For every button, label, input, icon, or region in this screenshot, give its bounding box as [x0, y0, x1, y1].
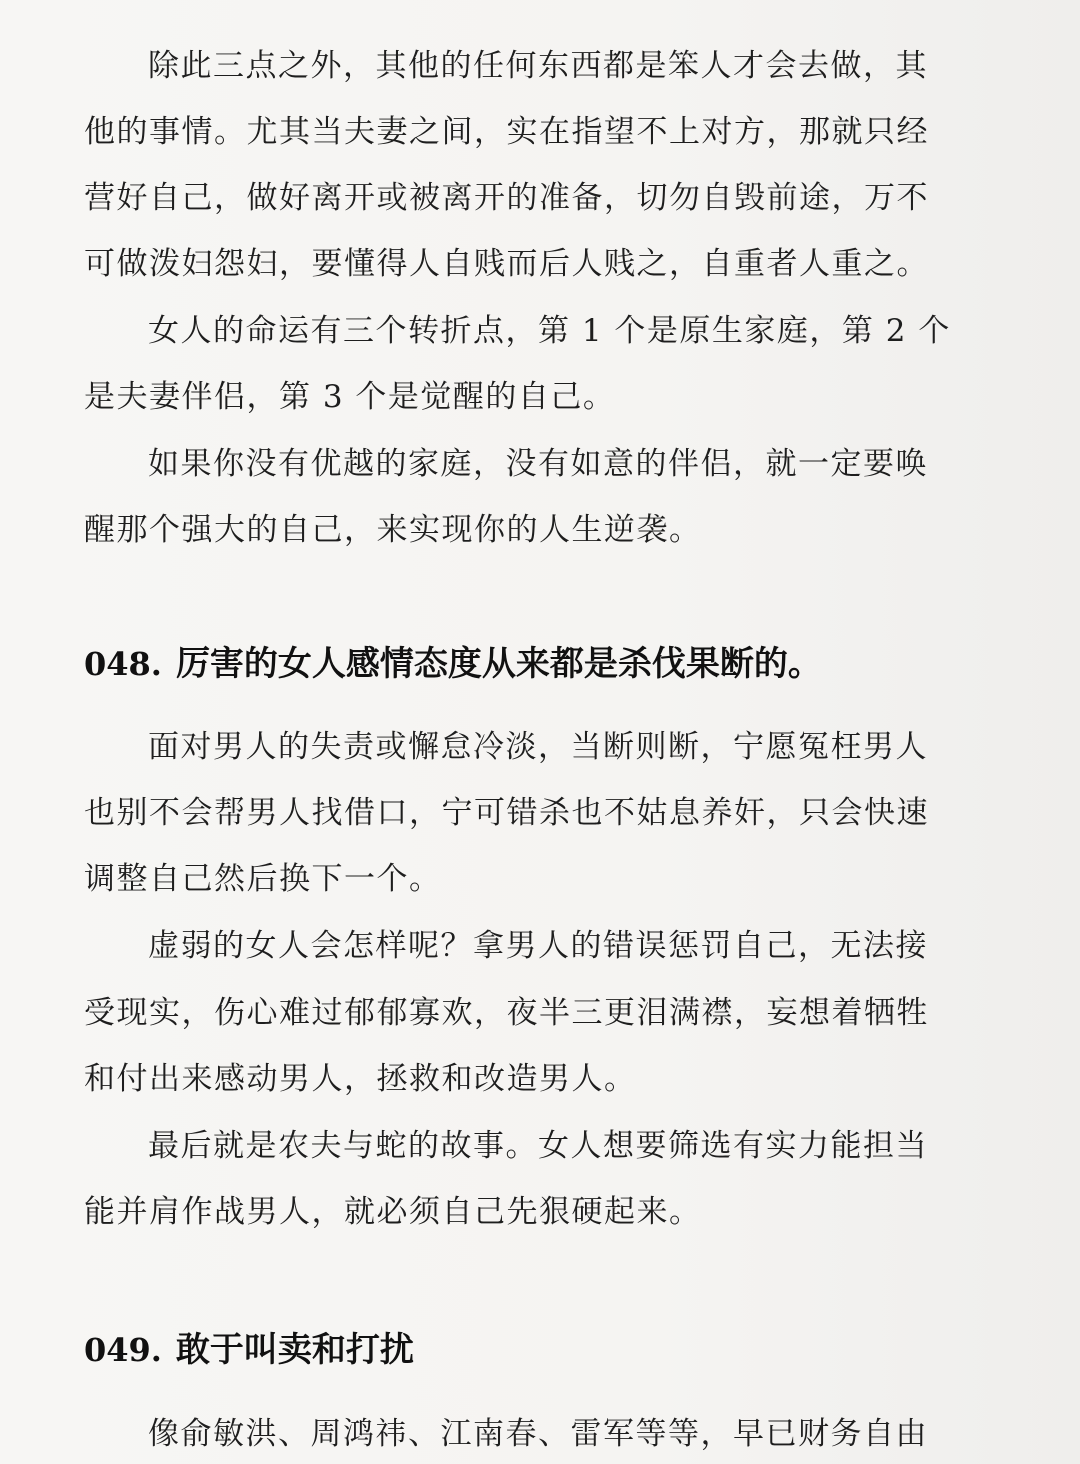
section-number: 048.	[84, 645, 162, 683]
paragraph-line: 女人的命运有三个转折点，第 1 个是原生家庭，第 2 个	[148, 313, 951, 349]
section-heading-049	[84, 1322, 984, 1371]
paragraph-line: 是夫妻伴侣，第 3 个是觉醒的自己。	[84, 379, 616, 415]
paragraph-line: 可做泼妇怨妇，要懂得人自贱而后人贱之，自重者人重之。	[84, 246, 929, 282]
paragraph-line: 他的事情。尤其当夫妻之间，实在指望不上对方，那就只经	[84, 114, 929, 150]
paragraph-line: 像俞敏洪、周鸿祎、江南春、雷军等等，早已财务自由	[148, 1416, 928, 1452]
paragraph-line: 如果你没有优越的家庭，没有如意的伴侣，就一定要唤	[148, 446, 928, 482]
paragraph-line: 除此三点之外，其他的任何东西都是笨人才会去做，其	[148, 48, 928, 84]
section-number: 049.	[84, 1331, 162, 1369]
paragraph-line: 和付出来感动男人，拯救和改造男人。	[84, 1061, 637, 1097]
paragraph-line: 虚弱的女人会怎样呢？拿男人的错误惩罚自己，无法接	[148, 928, 928, 964]
section-title: 厉害的女人感情态度从来都是杀伐果断的。	[175, 644, 822, 684]
paragraph-line: 营好自己，做好离开或被离开的准备，切勿自毁前途，万不	[84, 180, 929, 216]
section-title: 敢于叫卖和打扰	[175, 1330, 414, 1370]
paragraph-line: 面对男人的失责或懈怠冷淡，当断则断，宁愿冤枉男人	[148, 729, 928, 765]
paragraph-line: 受现实，伤心难过郁郁寡欢，夜半三更泪满襟，妄想着牺牲	[84, 995, 929, 1031]
paragraph-line: 醒那个强大的自己，来实现你的人生逆袭。	[84, 512, 702, 548]
paragraph-line: 能并肩作战男人，就必须自己先狠硬起来。	[84, 1194, 702, 1230]
paragraph-line: 最后就是农夫与蛇的故事。女人想要筛选有实力能担当	[148, 1128, 928, 1164]
section-heading-048	[84, 636, 984, 685]
paragraph-line: 调整自己然后换下一个。	[84, 861, 442, 897]
paragraph-line: 也别不会帮男人找借口，宁可错杀也不姑息养奸，只会快速	[84, 795, 929, 831]
